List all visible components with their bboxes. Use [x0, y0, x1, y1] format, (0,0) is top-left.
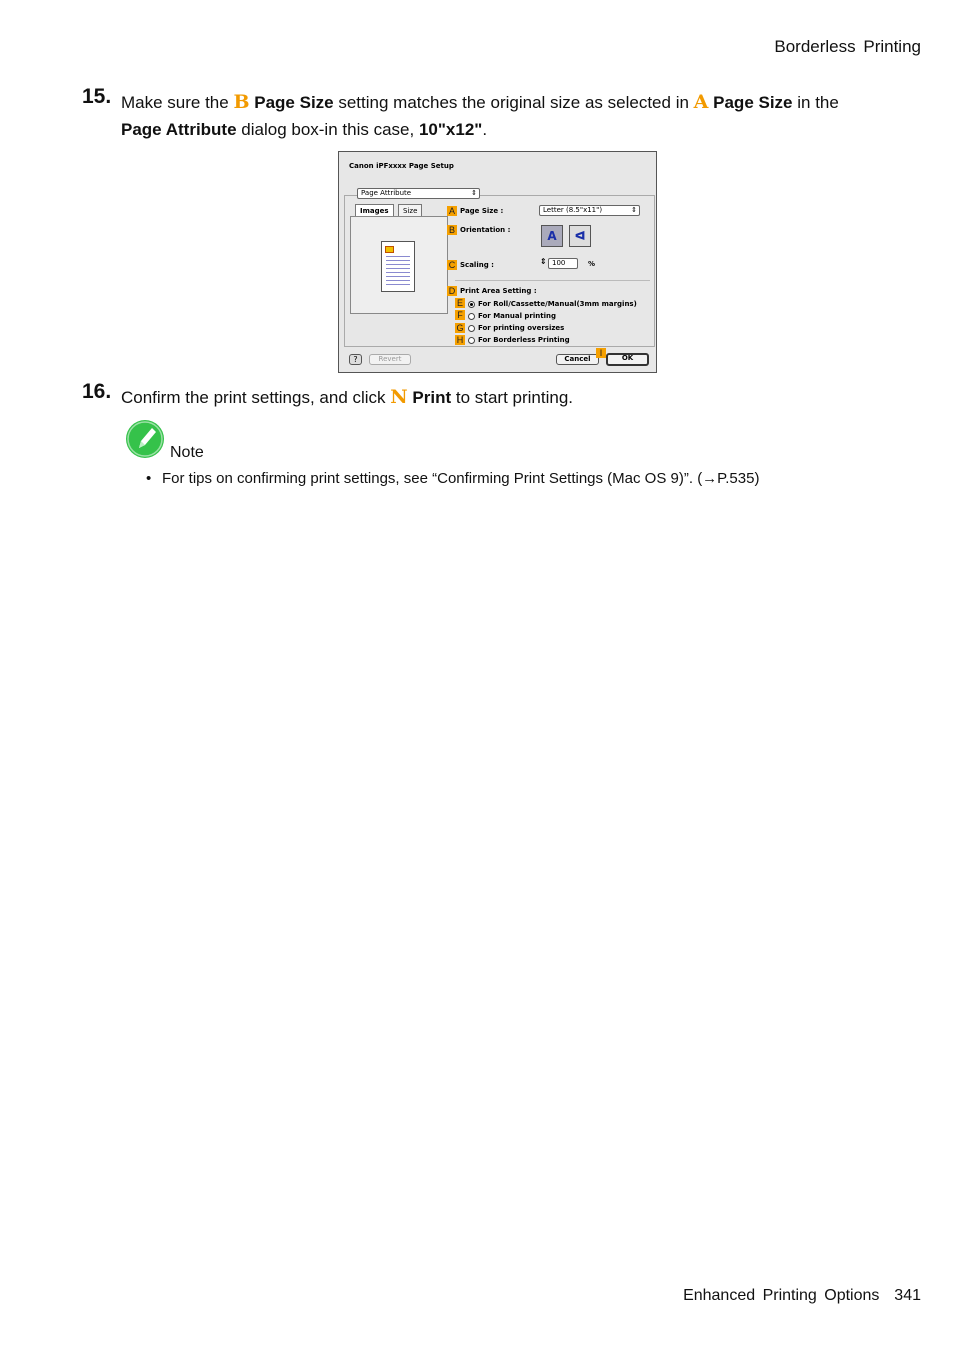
scaling-label: Scaling : [460, 261, 494, 269]
mark-f: F [455, 310, 465, 320]
text: dialog box-in this case, [236, 120, 419, 139]
help-button[interactable]: ? [349, 354, 362, 365]
mark-b: B [448, 225, 455, 235]
radio-borderless[interactable] [468, 337, 475, 344]
cancel-button[interactable]: Cancel [556, 354, 599, 365]
page-setup-dialog [338, 151, 657, 373]
mark-c: C [448, 260, 456, 270]
option-manual: For Manual printing [478, 312, 556, 320]
bold-page-size: Page Size [254, 93, 334, 112]
mark-g: G [456, 323, 464, 333]
mark-i: I [596, 348, 606, 358]
preview-page [381, 241, 415, 292]
running-header: Borderless Printing [774, 37, 921, 56]
note-list-item [146, 470, 759, 487]
scaling-input[interactable]: 100 [548, 258, 578, 269]
text: in the [792, 93, 839, 112]
radio-oversizes[interactable] [468, 325, 475, 332]
bold-print: Print [412, 388, 452, 407]
tab-images[interactable]: Images [355, 204, 394, 217]
bold-page-attribute: Page Attribute [121, 120, 237, 139]
option-oversizes: For printing oversizes [478, 324, 565, 332]
mark-d: D [448, 286, 456, 296]
step-text [121, 384, 882, 411]
step-number: 16. [82, 380, 112, 403]
text: Make sure the [121, 93, 234, 112]
text: to start printing. [451, 388, 574, 407]
divider [455, 280, 650, 281]
footer-section: Enhanced Printing Options [683, 1287, 880, 1304]
note-text: For tips on confirming print settings, see “Confirming Print Settings (Mac OS 9)”. (→P.535) [162, 470, 760, 487]
dialog-title: Canon iPFxxxx Page Setup [349, 162, 454, 170]
note-pencil-icon [125, 419, 165, 459]
ref-letter-b: B [233, 91, 250, 113]
page-size-value: Letter (8.5"x11") [543, 206, 603, 214]
preview-area [350, 216, 448, 314]
page-size-label: Page Size : [460, 207, 504, 215]
option-borderless: For Borderless Printing [478, 336, 570, 344]
radio-roll-cassette[interactable] [468, 301, 475, 308]
step-16 [82, 380, 882, 411]
scaling-stepper-icon[interactable]: ⇕ [540, 257, 547, 266]
mark-e: E [456, 298, 463, 308]
step-text [121, 89, 882, 143]
page-footer [683, 1287, 921, 1305]
ok-button[interactable]: OK [606, 353, 649, 366]
note-label: Note [170, 444, 204, 461]
bullet: • [146, 470, 152, 487]
mark-a: A [448, 206, 455, 216]
page-number: 341 [894, 1287, 921, 1304]
bold-size-value: 10"x12" [418, 120, 483, 139]
step-15 [82, 85, 882, 143]
popup-label: Page Attribute [361, 189, 412, 197]
landscape-orientation-icon[interactable]: ᐊ [569, 225, 591, 247]
option-roll-cassette: For Roll/Cassette/Manual(3mm margins) [478, 300, 637, 308]
step-number: 15. [82, 85, 112, 108]
print-area-label: Print Area Setting : [460, 287, 537, 295]
radio-manual[interactable] [468, 313, 475, 320]
updown-icon: ⇕ [631, 206, 637, 214]
mark-h: H [456, 335, 464, 345]
updown-icon: ⇕ [471, 189, 477, 197]
orientation-label: Orientation : [460, 226, 511, 234]
bold-page-size: Page Size [713, 93, 793, 112]
page-attribute-popup[interactable] [357, 188, 480, 199]
portrait-orientation-icon[interactable]: A [541, 225, 563, 247]
tab-size[interactable]: Size [398, 204, 422, 217]
scaling-unit: % [588, 260, 596, 268]
ref-letter-n: N [390, 386, 408, 408]
preview-image [385, 246, 394, 253]
page-size-popup[interactable] [539, 205, 640, 216]
revert-button[interactable]: Revert [369, 354, 411, 365]
text: . [482, 120, 488, 139]
ref-letter-a: A [693, 91, 709, 113]
text: setting matches the original size as selected in [333, 93, 694, 112]
text: Confirm the print settings, and click [121, 388, 391, 407]
